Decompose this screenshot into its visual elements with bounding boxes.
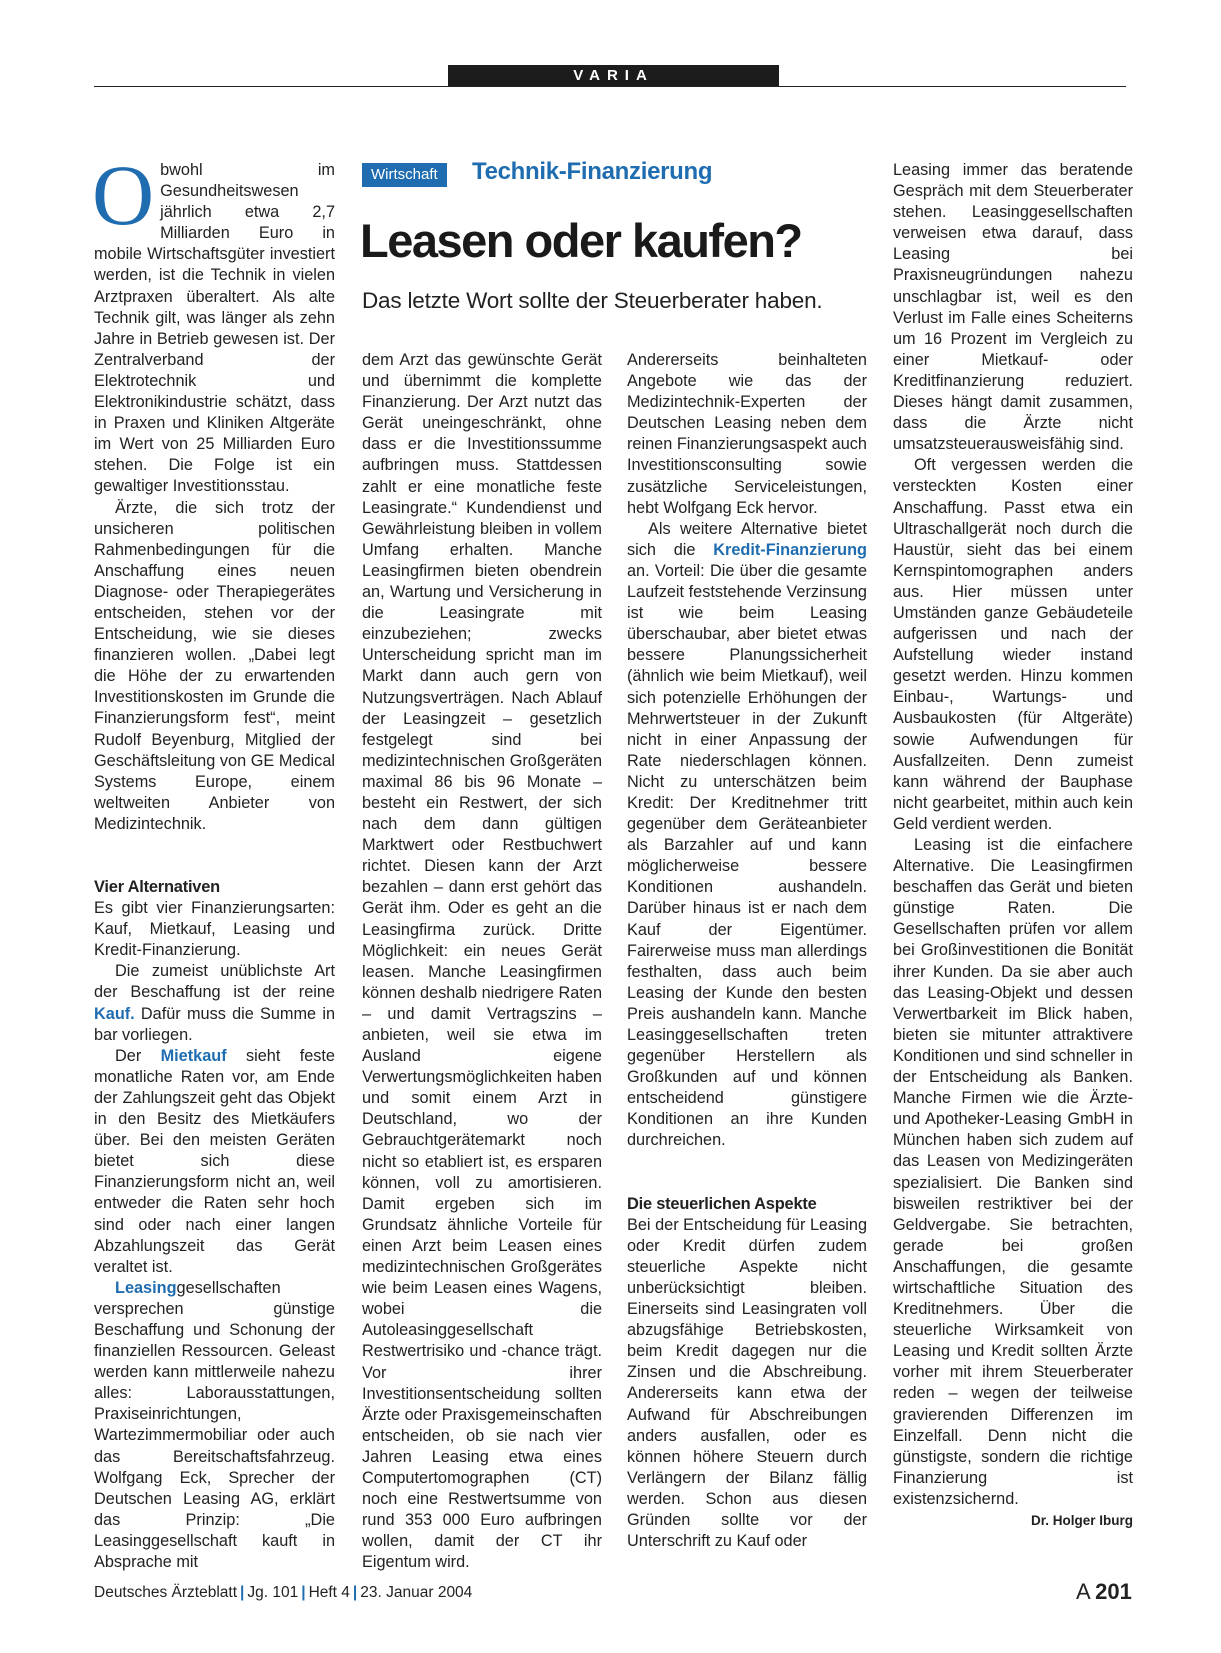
keyword-leasing: Leasing (115, 1278, 177, 1297)
paragraph-text: gesellschaften versprechen günstige Beschaffung und Schonung der finanziellen Ressourcen. Geleast werden kann mittlerweile nahezu alles: Laborausstattungen, Praxiseinrichtungen, Wartezimmermobiliar oder auch das Bereitschaftsfahrzeug. Wolfgang Eck, Sprecher der Deutschen Leasing AG, erklärt das Prinzip: „Die Leasinggesellschaft kauft in Absprache mit (94, 1278, 335, 1571)
paragraph-text: an. Vorteil: Die über die gesamte Laufzeit feststehende Verzinsung ist wie beim Leasing überschaubar, aber bietet etwas bessere Planungssicherheit (ähnlich wie beim Mietkauf), weil sich potenzielle Erhöhungen der Mehrwertsteuer in der Zukunft nicht in einer Anpassung der Rate niederschlagen können. Nicht zu unterschätzen beim Kredit: Der Kreditnehmer tritt gegenüber dem Geräteanbieter als Barzahler auf und kann möglicherweise bessere Konditionen aushandeln. Darüber hinaus ist er nach dem Kauf der Eigentümer. Fairerweise muss man allerdings festhalten, dass auch beim Leasing der Kunde den besten Preis aushandeln kann. Manche Leasinggesellschaften treten gegenüber Herstellern als Großkunden auf und können entscheidend günstigere Konditionen an ihre Kunden durchreichen. (627, 561, 867, 1150)
text-column-2 (362, 350, 602, 1573)
text-column-4 (893, 160, 1133, 1531)
keyword-kredit-finanzierung: Kredit-Finanzierung (713, 540, 867, 559)
footer-citation: Deutsches Ärzteblatt | Jg. 101 | Heft 4 | 23. Januar 2004 (94, 1584, 473, 1601)
paragraph: Ärzte, die sich trotz der unsicheren politischen Rahmenbedingungen für die Anschaffung eines neuen Diagnose- oder Therapiegerätes entscheiden, stehen vor der Entscheidung, wie sie dieses finanzieren wollen. „Dabei legt die Höhe der zu erwartenden Investitionskosten im Grunde die Finanzierungsform fest“, meint Rudolf Beyenburg, Mitglied der Geschäftsleitung von GE Medical Systems Europe, einem weltweiten Anbieter von Medizintechnik. (94, 498, 335, 833)
paragraph (94, 1046, 335, 1278)
paragraph: Es gibt vier Finanzierungsarten: Kauf, Mietkauf, Leasing und Kredit-Finanzierung. (94, 899, 335, 960)
paragraph (94, 1278, 335, 1573)
page-number (1076, 1579, 1132, 1605)
text-column-1 (92, 147, 335, 1573)
paragraph: Andererseits beinhalteten Angebote wie das der Medizintechnik-Experten der Deutschen Leasing neben dem reinen Finanzierungsaspekt auch Investitionsconsulting sowie zusätzliche Serviceleistungen, hebt Wolfgang Eck hervor. (627, 351, 867, 517)
article-deck: Das letzte Wort sollte der Steuerberater haben. (362, 288, 823, 313)
text-column-3 (627, 350, 867, 1552)
paragraph-text: bwohl im Gesundheitswesen jährlich etwa 2,7 Milliarden Euro in mobile Wirtschaftsgüter investiert werden, ist die Technik in vielen Arztpraxen überaltert. Als alte Technik gilt, was länger als zehn Jahre in Betrieb gewesen ist. Der Zentralverband der Elektrotechnik und Elektronikindustrie schätzt, dass in Praxen und Kliniken Altgeräte im Wert von 25 Milliarden Euro stehen. Die Folge ist ein gewaltiger Investitionsstau. (94, 161, 335, 496)
paragraph: Oft vergessen werden die versteckten Kosten einer Anschaffung. Passt etwa ein Ultraschallgerät noch durch die Haustür, sieht das bei einem Kernspintomographen anders aus. Hier müssen unter Umständen ganze Gebäudeteile aufgerissen und nach der Aufstellung wieder instand gesetzt werden. Hinzu kommen Einbau-, Wartungs- und Ausbaukosten (für Altgeräte) sowie Aufwendungen für Ausfallzeiten. Denn zumeist kann während der Bauphase nicht gearbeitet, mithin auch kein Geld verdient werden. (893, 456, 1133, 833)
paragraph-text: sieht feste monatliche Raten vor, am Ende der Zahlungszeit geht das Objekt in den Besitz des Mietkäufers über. Bei den meisten Geräten bietet sich diese Finanzierungsform nicht an, weil entweder die Raten sehr hoch sind oder nach einer langen Abzahlungszeit das Gerät veraltet ist. (94, 1046, 335, 1276)
paragraph: Bei der Entscheidung für Leasing oder Kredit dürfen zudem steuerliche Aspekte nicht unberücksichtigt bleiben. Einerseits sind Leasingraten voll abzugsfähige Betriebskosten, beim Kredit dagegen nur die Zinsen und die Abschreibung. Andererseits kann etwa der Aufwand für Abschreibungen anders ausfallen, oder es können höhere Steuern durch Verlängern der Bilanz fällig werden. Schon aus diesen Gründen sollte vor der Unterschrift zu Kauf oder (627, 1215, 867, 1551)
paragraph-text: Der (115, 1046, 161, 1065)
paragraph (893, 835, 1133, 1528)
journal-issue: Heft 4 (308, 1584, 350, 1601)
paragraph-text: Als weitere Alternative bietet sich die (627, 519, 867, 559)
page-number-value: 201 (1095, 1579, 1132, 1604)
paragraph: dem Arzt das gewünschte Gerät und übernimmt die komplette Finanzierung. Der Arzt nutzt das Gerät uneingeschränkt, ohne dass er die Investitionssumme aufbringen muss. Stattdessen zahlt er eine monatliche feste Leasingrate.“ Kundendienst und Gewährleistung bleiben in vollem Umfang erhalten. Manche Leasingfirmen bieten obendrein an, Wartung und Versicherung in die Leasingrate mit einzubeziehen; zwecks Unterscheidung spricht man im Markt dann auch gern von Nutzungsverträgen. Nach Ablauf der Leasingzeit – gesetzlich festgelegt sind bei medizintechnischen Großgeräten maximal 86 bis 96 Monate – besteht ein Restwert, der sich nach dem dann gültigen Marktwert oder Restbuchwert richtet. Diesen kann der Arzt bezahlen – dann erst gehört das Gerät ihm. Oder es geht an die Leasingfirma zurück. Dritte Möglichkeit: ein neues Gerät leasen. Manche Leasingfirmen können deshalb niedrigere Raten – und damit Vertragszins – anbieten, weil sie etwa im Ausland eigene Verwertungsmöglichkeiten haben und somit einem Arzt in Deutschland, wo der Gebrauchtgerätemarkt noch nicht so etabliert ist, es ersparen können, voll zu amortisieren. Damit ergeben sich im Grundsatz ähnliche Vorteile für einen Arzt beim Leasen eines medizintechnischen Großgerätes wie beim Leasen eines Wagens, wobei die Autoleasinggesellschaft Restwertrisiko und -chance trägt. Vor ihrer Investitionsentscheidung sollten Ärzte oder Praxisgemeinschaften entscheiden, ob sie nach vier Jahren Leasing etwa eines Computertomographen (CT) noch eine Restwertsumme von rund 353 000 Euro aufbringen wollen, damit der CT ihr Eigentum wird. (362, 351, 602, 1572)
keyword-mietkauf: Mietkauf (160, 1046, 227, 1065)
section-label: VARIA (448, 65, 779, 86)
article-headline: Leasen oder kaufen? (360, 214, 802, 267)
paragraph-text: Dafür muss die Summe in bar vorliegen. (94, 1004, 335, 1044)
subheading: Die steuerlichen Aspekte (627, 1194, 817, 1213)
page-prefix: A (1076, 1579, 1091, 1604)
keyword-kauf: Kauf. (94, 1004, 135, 1023)
paragraph-text: Leasing ist die einfachere Alternative. Die Leasingfirmen beschaffen das Gerät und bieten günstige Raten. Die Gesellschaften prüfen vor allem bei Großinvestitionen die Bonität ihrer Kunden. Da sie aber auch das Leasing-Objekt und dessen Verwertbarkeit im Blick haben, bieten sie mitunter attraktivere Konditionen und sind schneller in der Entscheidung als Banken. Manche Firmen wie die Ärzte- und Apotheker-Leasing GmbH in München haben sich zudem auf das Leasen von Medizingeräten spezialisiert. Die Banken sind bisweilen restriktiver bei der Geldvergabe. Sie betrachten, gerade bei großen Anschaffungen, die gesamte wirtschaftliche Situation des Kreditnehmers. Über die steuerliche Wirksamkeit von Leasing und Kredit sollten Ärzte vorher mit ihrem Steuerberater reden – wegen der teilweise gravierenden Differenzen im Einzelfall. Denn nicht die günstigste, sondern die richtige Finanzierung ist existenzsichernd. (893, 836, 1133, 1508)
header-rule (94, 86, 1126, 87)
paragraph (92, 147, 335, 498)
issue-date: 23. Januar 2004 (360, 1584, 473, 1601)
paragraph-text: Die zumeist unüblichste Art der Beschaffung ist der reine (94, 962, 335, 1002)
subheading: Vier Alternativen (94, 878, 220, 896)
drop-cap: O (92, 147, 155, 243)
article-kicker: Technik-Finanzierung (472, 158, 713, 185)
author-byline: Dr. Holger Iburg (1030, 1513, 1133, 1528)
journal-name: Deutsches Ärzteblatt (94, 1584, 238, 1601)
paragraph (94, 961, 335, 1045)
paragraph: Leasing immer das beratende Gespräch mit dem Steuerberater stehen. Leasinggesellschaften verweisen etwa darauf, dass Leasing bei Praxisneugründungen nahezu unschlagbar ist, weil es den Verlust im Falle eines Scheiterns um 16 Prozent im Vergleich zu einer Mietkauf- oder Kreditfinanzierung reduziert. Dieses hängt damit zusammen, dass die Ärzte nicht umsatzsteuerausweisfähig sind. (893, 161, 1133, 454)
paragraph (627, 519, 867, 1152)
rubric-badge: Wirtschaft (362, 163, 447, 187)
journal-volume: Jg. 101 (247, 1584, 299, 1601)
